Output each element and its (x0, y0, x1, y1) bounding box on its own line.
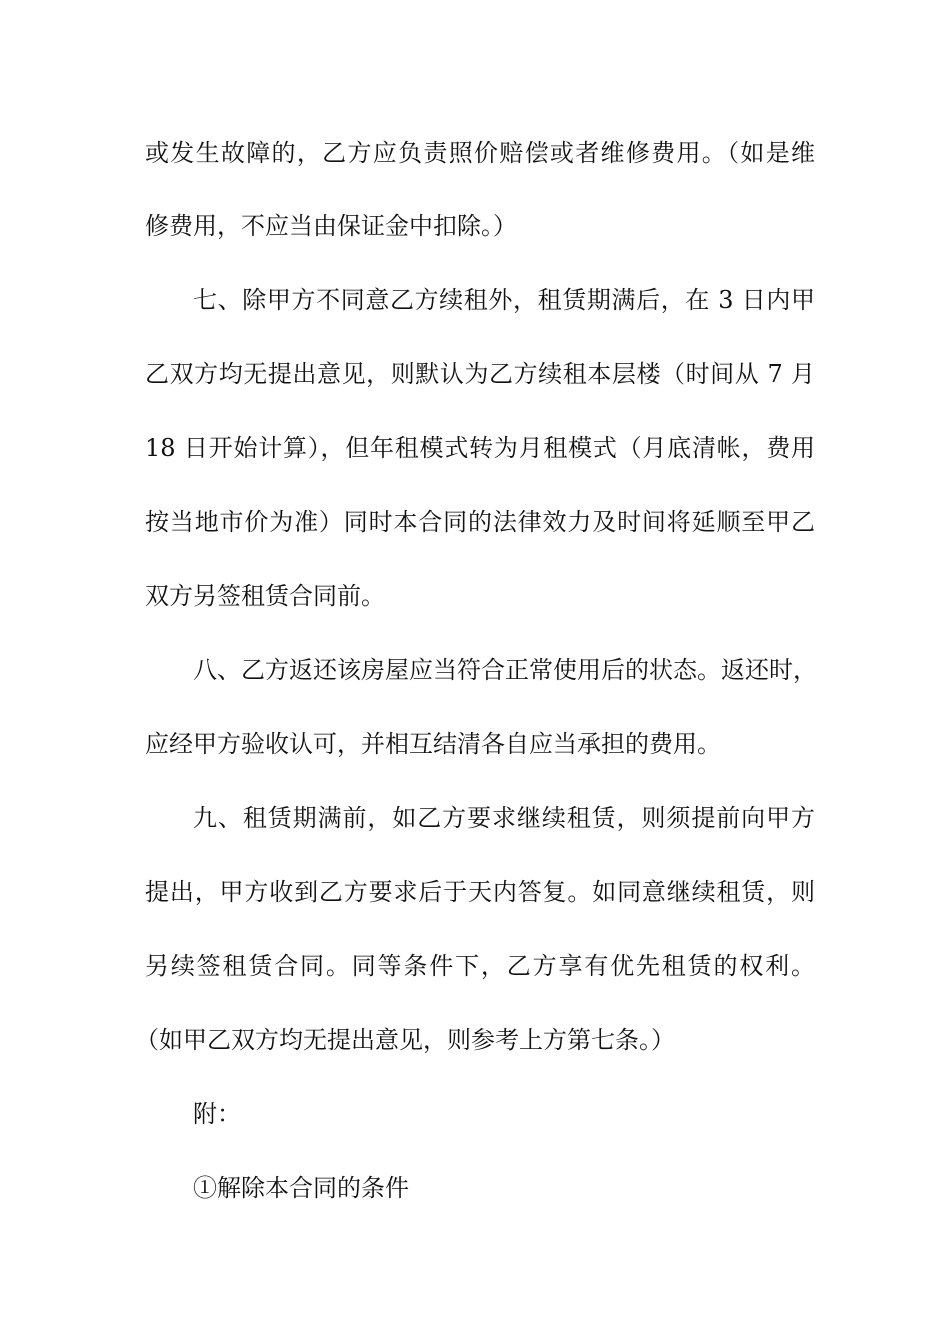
text-line: 提出，甲方收到乙方要求后于天内答复。如同意继续租赁，则 (145, 878, 815, 906)
text-line: 另续签租赁合同。同等条件下，乙方享有优先租赁的权利。 (145, 952, 815, 980)
appendix-heading: 附： (193, 1100, 241, 1128)
paragraph-8-start: 八、乙方返还该房屋应当符合正常使用后的状态。返还时， (193, 656, 817, 684)
paragraph-7-start: 七、除甲方不同意乙方续租外，租赁期满后，在 3 日内甲 (193, 286, 815, 314)
paragraph-9-start: 九、租赁期满前，如乙方要求继续租赁，则须提前向甲方 (193, 804, 815, 832)
text-line: 或发生故障的，乙方应负责照价赔偿或者维修费用。（如是维 (145, 139, 815, 167)
text-line: 18 日开始计算），但年租模式转为月租模式（月底清帐，费用 (145, 434, 815, 462)
text-line: 按当地市价为准）同时本合同的法律效力及时间将延顺至甲乙 (145, 508, 815, 536)
text-line: 修费用，不应当由保证金中扣除。） (145, 212, 517, 240)
text-line: 双方另签租赁合同前。 (145, 582, 385, 610)
text-line: 乙双方均无提出意见，则默认为乙方续租本层楼（时间从 7 月 (145, 360, 815, 388)
text-line: 应经甲方验收认可，并相互结清各自应当承担的费用。 (145, 730, 721, 758)
text-line: （如甲乙双方均无提出意见，则参考上方第七条。） (135, 1026, 675, 1054)
appendix-item-1: ①解除本合同的条件 (193, 1174, 409, 1202)
